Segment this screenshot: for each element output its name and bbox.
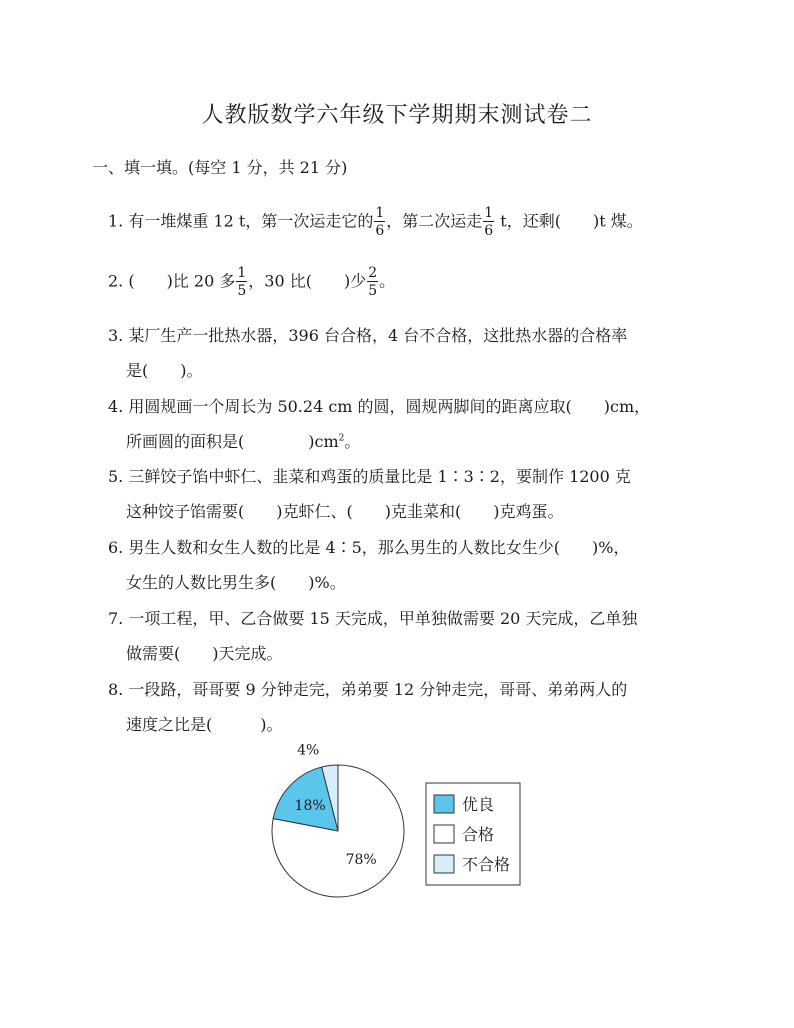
question-6-line-1: 6. 男生人数和女生人数的比是 4∶5，那么男生的人数比女生少( )%，	[108, 538, 630, 557]
superscript: 2	[338, 433, 345, 444]
question-7-line-1: 7. 一项工程，甲、乙合做要 15 天完成，甲单独做需要 20 天完成，乙单独	[108, 609, 638, 628]
fraction-numerator: 2	[368, 265, 378, 281]
question-6-line-2: 女生的人数比男生多( )%。	[126, 573, 346, 592]
q2-text-c: 。	[379, 271, 396, 291]
fraction	[367, 266, 378, 298]
question-3-line-2: 是( )。	[126, 361, 203, 380]
question-1	[108, 206, 643, 238]
fraction-denominator: 6	[484, 223, 494, 239]
legend-label: 优良	[462, 795, 495, 814]
q4-text-end: 。	[344, 432, 361, 451]
legend-swatch	[434, 855, 454, 873]
question-2	[108, 266, 395, 298]
q1-text-a: 1. 有一堆煤重 12 t，第一次运走它的	[108, 211, 374, 231]
legend-swatch	[434, 795, 454, 813]
fraction	[236, 266, 247, 298]
pie-chart	[260, 735, 530, 900]
fraction	[374, 206, 385, 238]
page-title: 人教版数学六年级下学期期末测试卷二	[201, 103, 593, 128]
fraction-denominator: 5	[237, 283, 247, 299]
fraction-denominator: 5	[368, 283, 378, 299]
pie-slices	[272, 765, 404, 897]
q2-text-a: 2. ( )比 20 多	[108, 271, 236, 291]
fraction-numerator: 1	[484, 205, 494, 221]
question-8-line-1: 8. 一段路，哥哥要 9 分钟走完，弟弟要 12 分钟走完，哥哥、弟弟两人的	[108, 680, 628, 699]
question-5-line-1: 5. 三鲜饺子馅中虾仁、韭菜和鸡蛋的质量比是 1∶3∶2，要制作 1200 克	[108, 467, 631, 486]
pie-value-label: 18%	[294, 797, 326, 814]
question-4-line-1: 4. 用圆规画一个周长为 50.24 cm 的圆，圆规两脚间的距离应取( )cm，	[108, 397, 651, 416]
question-7-line-2: 做需要( )天完成。	[126, 644, 283, 663]
legend-label: 合格	[462, 825, 495, 844]
chart-legend	[426, 783, 520, 885]
section-heading: 一、填一填。(每空 1 分，共 21 分)	[92, 158, 348, 177]
pie-value-label: 78%	[345, 851, 377, 868]
pie-value-label: 4%	[297, 742, 320, 759]
fraction-denominator: 6	[375, 223, 385, 239]
legend-swatch	[434, 825, 454, 843]
question-4-line-2	[126, 429, 360, 452]
fraction-numerator: 1	[237, 265, 247, 281]
legend-label: 不合格	[462, 855, 511, 874]
q1-text-b: ，第二次运走	[386, 211, 483, 231]
question-8-line-2: 速度之比是( )。	[126, 715, 283, 734]
fraction-numerator: 1	[375, 205, 385, 221]
question-3-line-1: 3. 某厂生产一批热水器，396 台合格，4 台不合格，这批热水器的合格率	[108, 326, 628, 345]
q1-text-c: t，还剩( )t 煤。	[495, 211, 643, 231]
q4-text: 所画圆的面积是( )cm	[126, 432, 339, 451]
fraction	[483, 206, 494, 238]
q2-text-b: ，30 比( )少	[248, 271, 367, 291]
question-5-line-2: 这种饺子馅需要( )克虾仁、( )克韭菜和( )克鸡蛋。	[126, 502, 564, 521]
